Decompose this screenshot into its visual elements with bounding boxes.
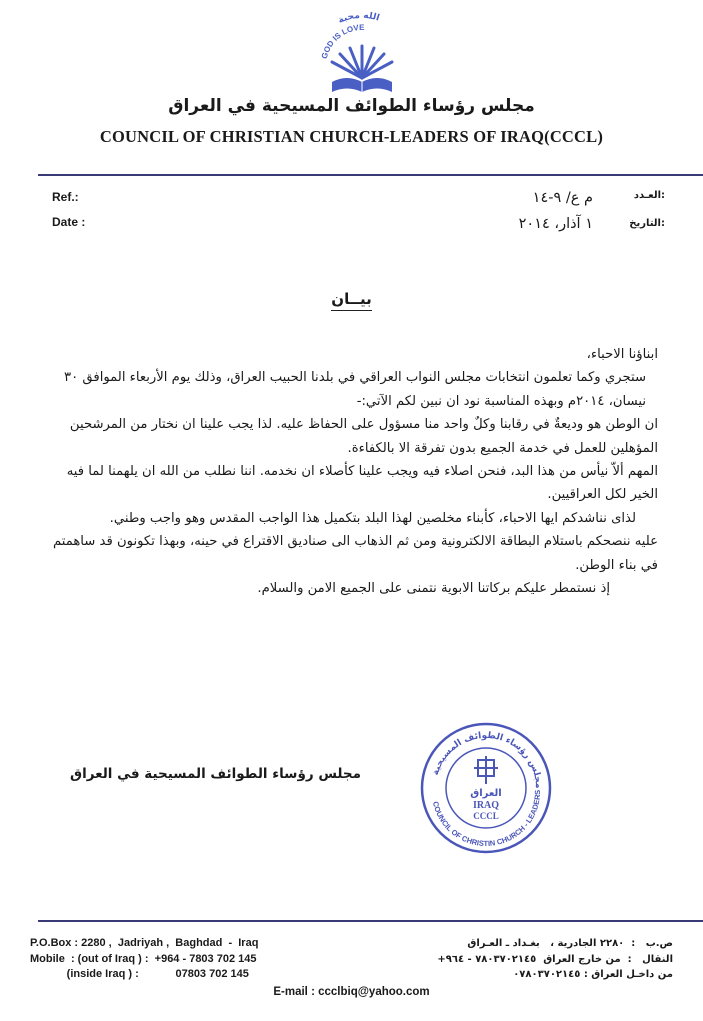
footer-pobox-arabic: ص.ب : ٢٢٨٠ الجادرية ، بغـداد ـ العـراق	[467, 938, 673, 949]
council-name-arabic: مجلس رؤساء الطوائف المسيحية في العراق	[168, 96, 535, 116]
stamp-seal	[418, 720, 554, 856]
stamp-center-arabic: العراق	[470, 788, 502, 799]
paragraph-2: ان الوطن هو وديعةٌ في رقابنا وكلٌ واحد منا مسؤول على الحفاظ عليه. لذا يجب علينا ان نختار من المرشحين المؤهلين للعمل في خدمة الجميع بدون تفرقة الا بالكفاءة.	[69, 417, 658, 456]
footer-mobile-local-arabic: من داخـل العراق : ٠٧٨٠٣٧٠٢١٤٥	[513, 969, 673, 980]
footer-mobile-intl: Mobile : (out of Iraq ) : +964 - 7803 702 145	[30, 952, 257, 965]
footer-divider	[38, 920, 703, 922]
salutation: ابناؤنا الاحباء،	[586, 347, 658, 362]
footer-mobile-intl-arabic: النقال : من خارج العراق ٧٨٠٣٧٠٢١٤٥ - ٩٦٤+	[437, 953, 673, 965]
letter-date: ١ آذار، ٢٠١٤	[518, 216, 593, 232]
closing-blessing: إذ نستمطر عليكم بركاتنا الابوية نتمنى على الجميع الامن والسلام.	[257, 581, 610, 597]
stamp-center-abbr: CCCL	[473, 811, 499, 821]
logo-motto-ar: الله محبة	[336, 10, 381, 26]
stamp-center-english: IRAQ	[472, 800, 500, 811]
stamp-outer-english: COUNCIL OF CHRISTIN CHURCH - LEADERS	[430, 789, 543, 849]
stamp-outer-arabic: مجلس رؤساء الطوائف المسيحية	[430, 730, 544, 789]
council-logo	[302, 8, 422, 98]
footer-contact-english	[30, 936, 258, 983]
paragraph-3: المهم ألاّ نيأس من هذا البد، فنحن اصلاء فيه ويجب علينا كأصلاء ان نخدمه. اننا نطلب من الله ان يلهمنا لما فيه الخير لكل العراقيين.	[66, 464, 658, 503]
logo-graphic	[302, 8, 422, 98]
ref-label-arabic: :العـدد	[633, 190, 665, 201]
signature-line: مجلس رؤساء الطوائف المسيحية في العراق	[70, 766, 362, 782]
date-label: Date :	[52, 215, 86, 229]
footer-pobox: P.O.Box : 2280 , Jadriyah , Baghdad - Iraq	[30, 937, 259, 949]
statement-heading: بيــان	[0, 290, 703, 308]
letter-body	[50, 343, 658, 600]
svg-text:GOD IS LOVE	[320, 23, 365, 60]
svg-text:الله محبة	[337, 11, 381, 26]
paragraph-4: لذاى نناشدكم ايها الاحباء، كأبناء مخلصين لهذا البلد بتكميل هذا الواجب المقدس وهو واجب وطني.	[109, 510, 636, 526]
ref-number: م ع/ ٩-١٤	[532, 190, 593, 206]
footer-contact-arabic	[437, 936, 673, 983]
footer-email: E-mail : ccclbiq@yahoo.com	[273, 986, 430, 998]
paragraph-1: ستجري وكما تعلمون انتخابات مجلس النواب العراقي في بلدنا الحبيب العراق، وذلك يوم الأربعاء الموافق ٣٠ نيسان، ٢٠١٤م وبهذه المناسبة نود ان نبين لكم الآتي:-	[64, 370, 646, 409]
footer-mobile-local: (inside Iraq ) : 07803 702 145	[30, 968, 249, 980]
paragraph-5: عليه ننصحكم باستلام البطاقة الالكترونية ومن ثم الذهاب الى صناديق الاقتراع في حينه، وبهذا تكونون قد ساهمتم في بناء الوطن.	[52, 534, 658, 573]
official-stamp	[418, 720, 554, 856]
date-label-arabic: :التاريخ	[629, 218, 665, 229]
council-name-english: COUNCIL OF CHRISTIAN CHURCH-LEADERS OF IRAQ(CCCL)	[99, 127, 604, 146]
header-divider	[38, 174, 703, 176]
ref-label: Ref.:	[52, 190, 79, 204]
logo-motto-en: GOD IS LOVE	[319, 22, 365, 60]
